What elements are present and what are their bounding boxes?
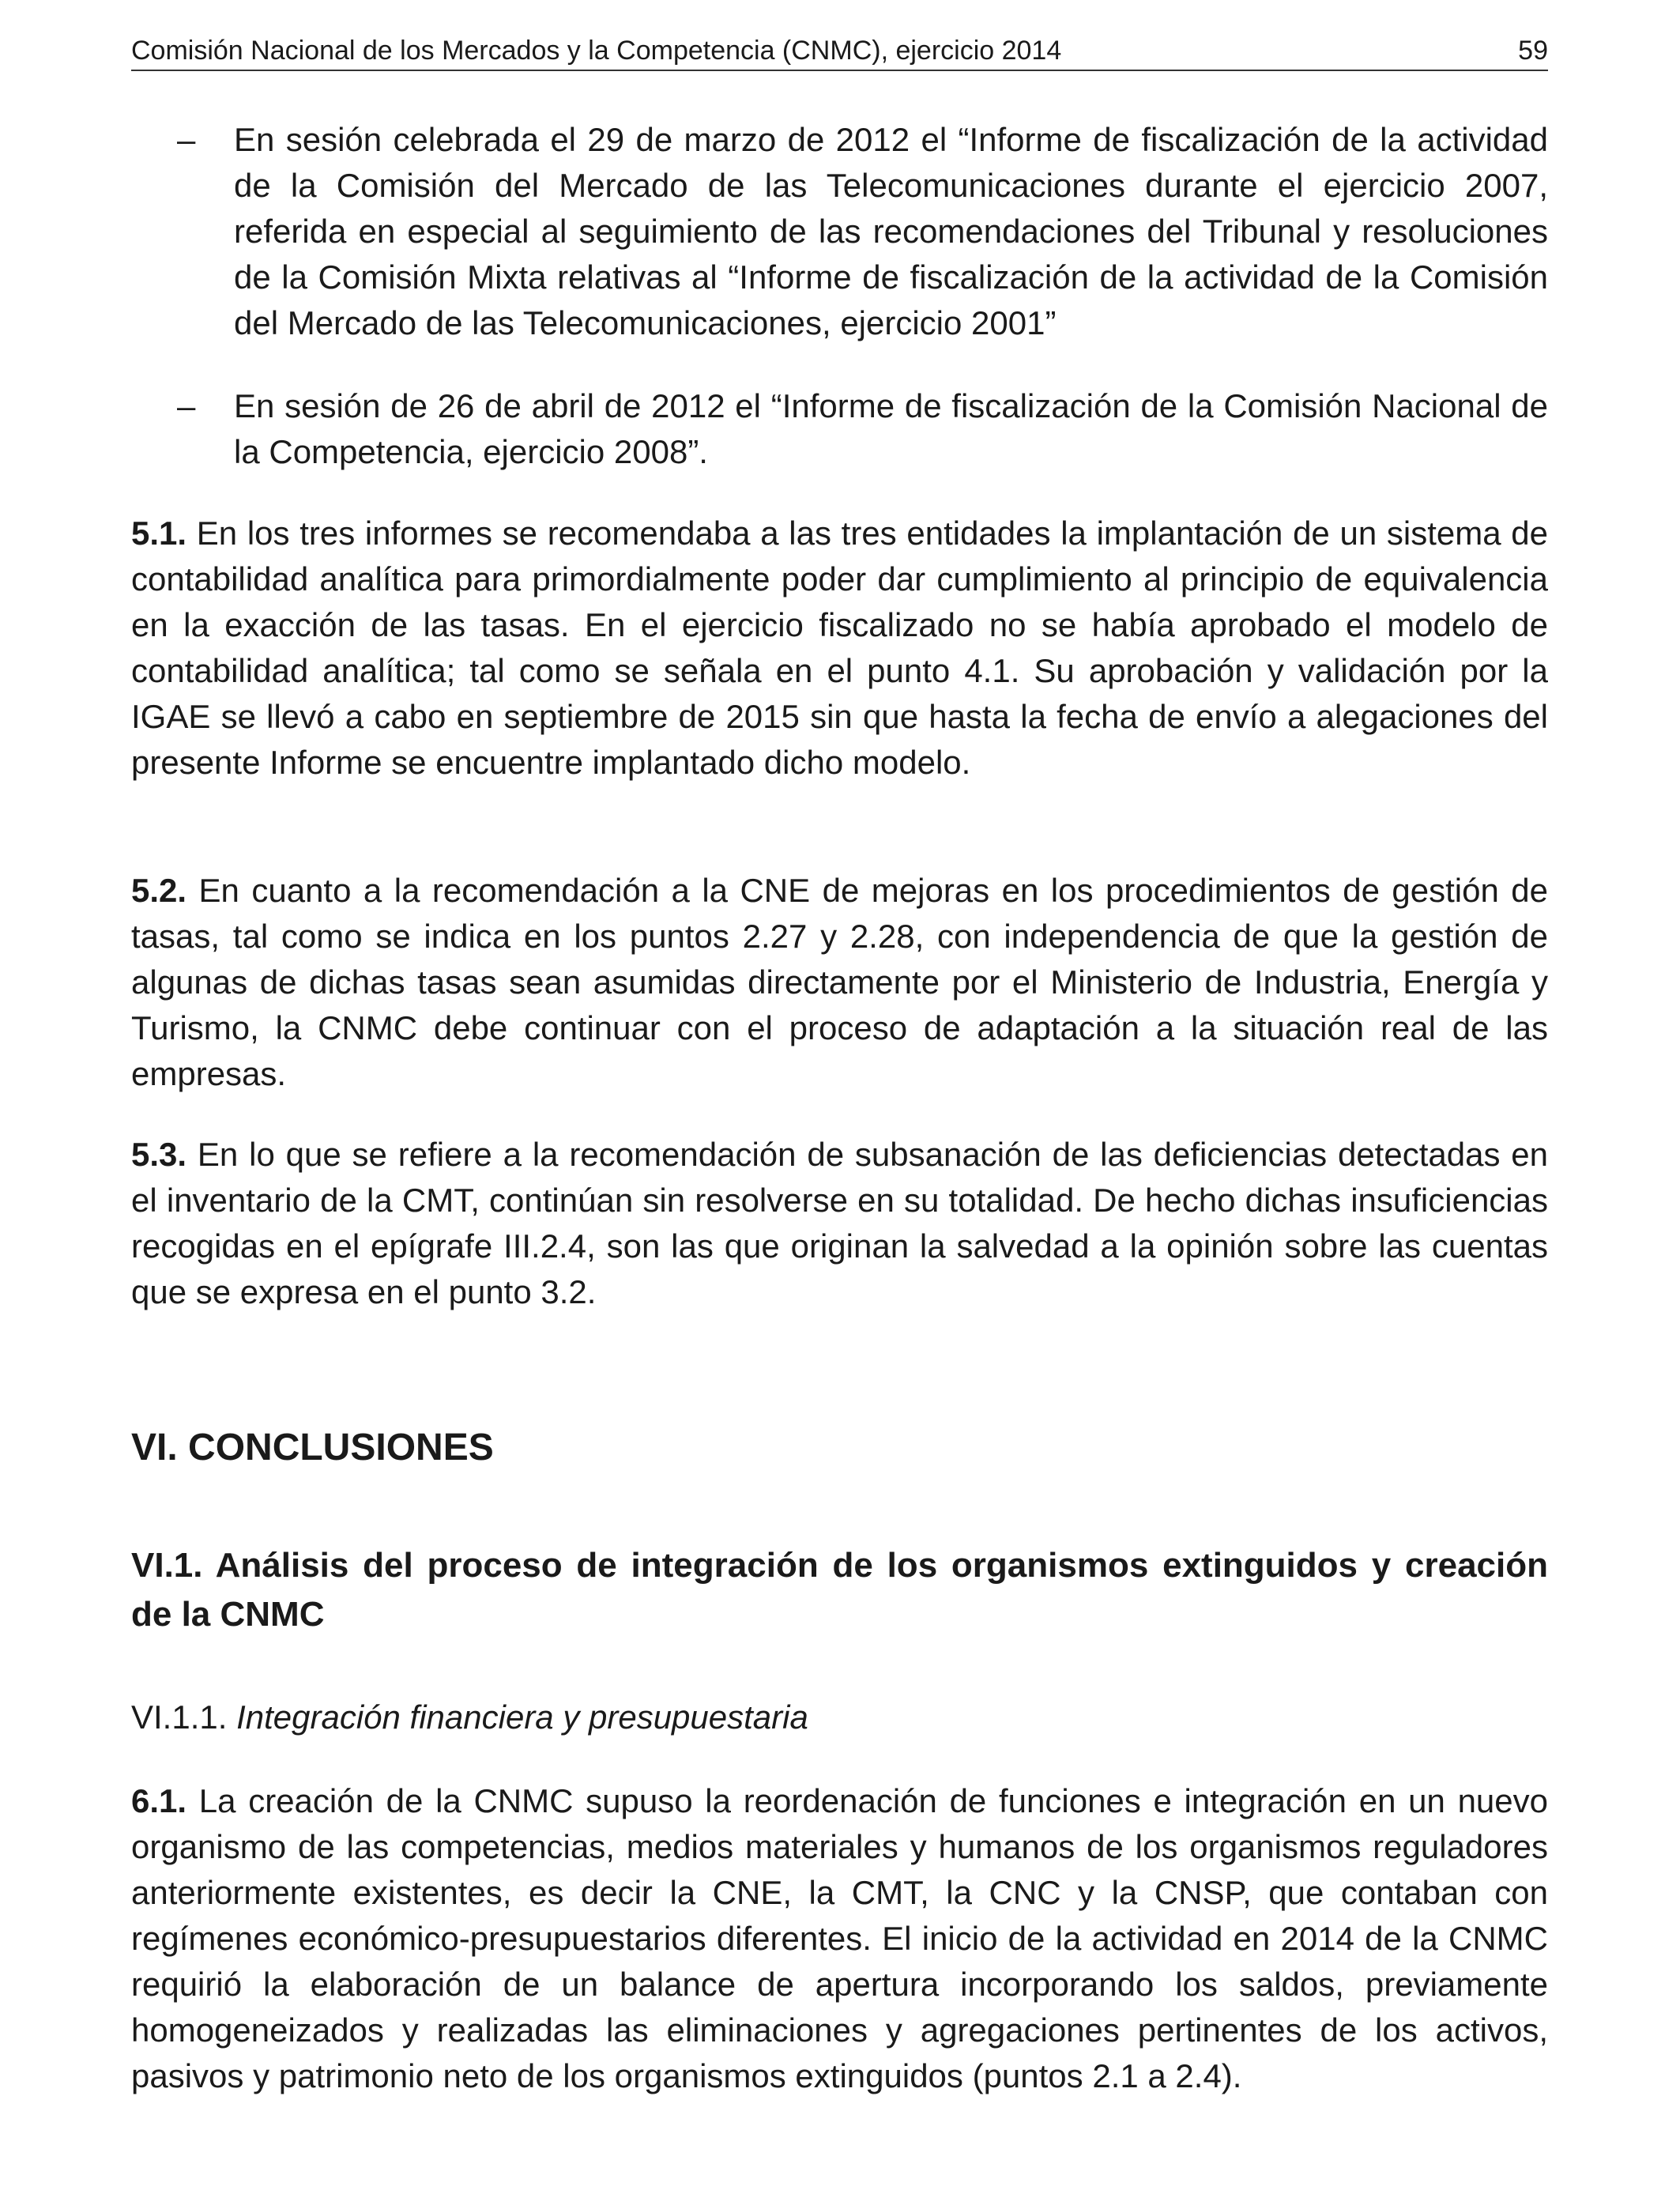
paragraph-6-1 [131,1778,1548,2099]
paragraph-5-2 [131,868,1548,1097]
paragraph-number: 5.2. [131,872,187,909]
paragraph-text: La creación de la CNMC supuso la reordenación de funciones e integración en un nuevo organismo de las competencias, medios materiales y humanos de los organismos reguladores anteriormente existentes, es decir la CNE, la CMT, la CNC y la CNSP, que contaban con regímenes económico-presupuestarios diferentes. El inicio de la actividad en 2014 de la CNMC requirió la elaboración de un balance de apertura incorporando los saldos, previamente homogeneizados y realizadas las eliminaciones y agregaciones pertinentes de los activos, pasivos y patrimonio neto de los organismos extinguidos (puntos 2.1 a 2.4). [131,1782,1549,2094]
subsection-heading: VI.1. Análisis del proceso de integración de los organismos extinguidos y creación de la CNMC [131,1546,1548,1634]
paragraph-5-3 [131,1132,1548,1315]
dash-marker: – [177,121,196,158]
paragraph-number: 6.1. [131,1782,187,1819]
bullet-text: En sesión de 26 de abril de 2012 el “Informe de fiscalización de la Comisión Nacional de la Competencia, ejercicio 2008”. [234,387,1548,470]
paragraph-number: 5.1. [131,515,187,552]
subsubsection-title: Integración financiera y presupuestaria [236,1698,808,1736]
section-heading: VI. CONCLUSIONES [131,1427,494,1468]
paragraph-text: En lo que se refiere a la recomendación de subsanación de las deficiencias detectadas en el inventario de la CMT, continúan sin resolverse en su totalidad. De hecho dichas insuficiencias recogidas en el epígrafe III.2.4, son las que originan la salvedad a la opinión sobre las cuentas que se expresa en el punto 3.2. [131,1136,1549,1310]
dash-marker: – [177,387,196,424]
bullet-item [177,117,1548,346]
page-header [131,32,1548,71]
paragraph-text: En los tres informes se recomendaba a las tres entidades la implantación de un sistema de contabilidad analítica para primordialmente poder dar cumplimiento al principio de equivalencia en la exacción de las tasas. En el ejercicio fiscalizado no se había aprobado el modelo de contabilidad analítica; tal como se señala en el punto 4.1. Su aprobación y validación por la IGAE se llevó a cabo en septiembre de 2015 sin que hasta la fecha de envío a alegaciones del presente Informe se encuentre implantado dicho modelo. [131,515,1548,781]
paragraph-5-1 [131,511,1548,786]
bullet-text: En sesión celebrada el 29 de marzo de 2012 el “Informe de fiscalización de la actividad de la Comisión del Mercado de las Telecomunicaciones durante el ejercicio 2007, referida en especial al seguimiento de las recomendaciones del Tribunal y resoluciones de la Comisión Mixta relativas al “Informe de fiscalización de la actividad de la Comisión del Mercado de las Telecomunicaciones, ejercicio 2001” [234,121,1548,341]
subsubsection-heading [131,1695,808,1740]
paragraph-text: En cuanto a la recomendación a la CNE de mejoras en los procedimientos de gestión de tasas, tal como se indica en los puntos 2.27 y 2.28, con independencia de que la gestión de algunas de dichas tasas sean asumidas directamente por el Ministerio de Industria, Energía y Turismo, la CNMC debe continuar con el proceso de adaptación a la situación real de las empresas. [131,872,1548,1092]
bullet-item [177,383,1548,475]
header-title: Comisión Nacional de los Mercados y la Competencia (CNMC), ejercicio 2014 [131,36,1062,66]
page-number: 59 [1518,36,1548,66]
paragraph-number: 5.3. [131,1136,187,1173]
subsubsection-number: VI.1.1. [131,1698,228,1736]
